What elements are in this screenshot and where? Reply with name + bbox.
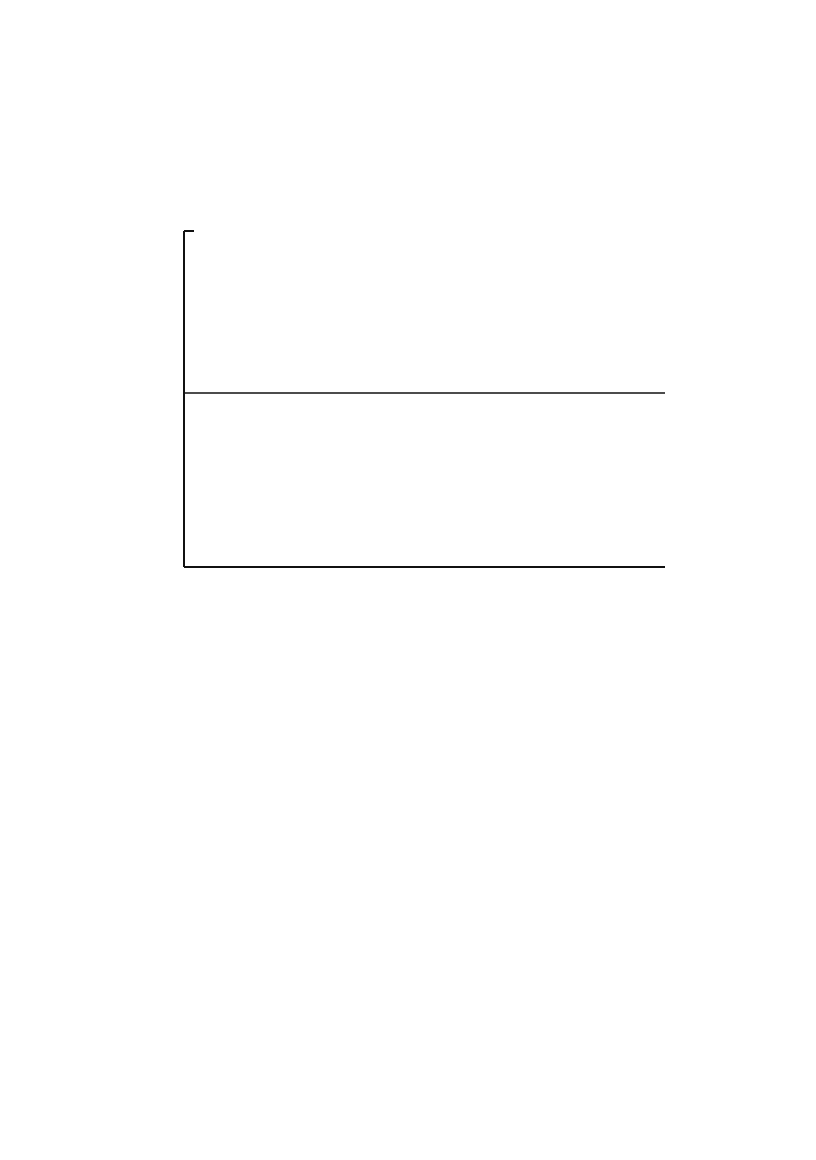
top-panel [184,231,665,393]
bottom-panel [184,393,665,567]
